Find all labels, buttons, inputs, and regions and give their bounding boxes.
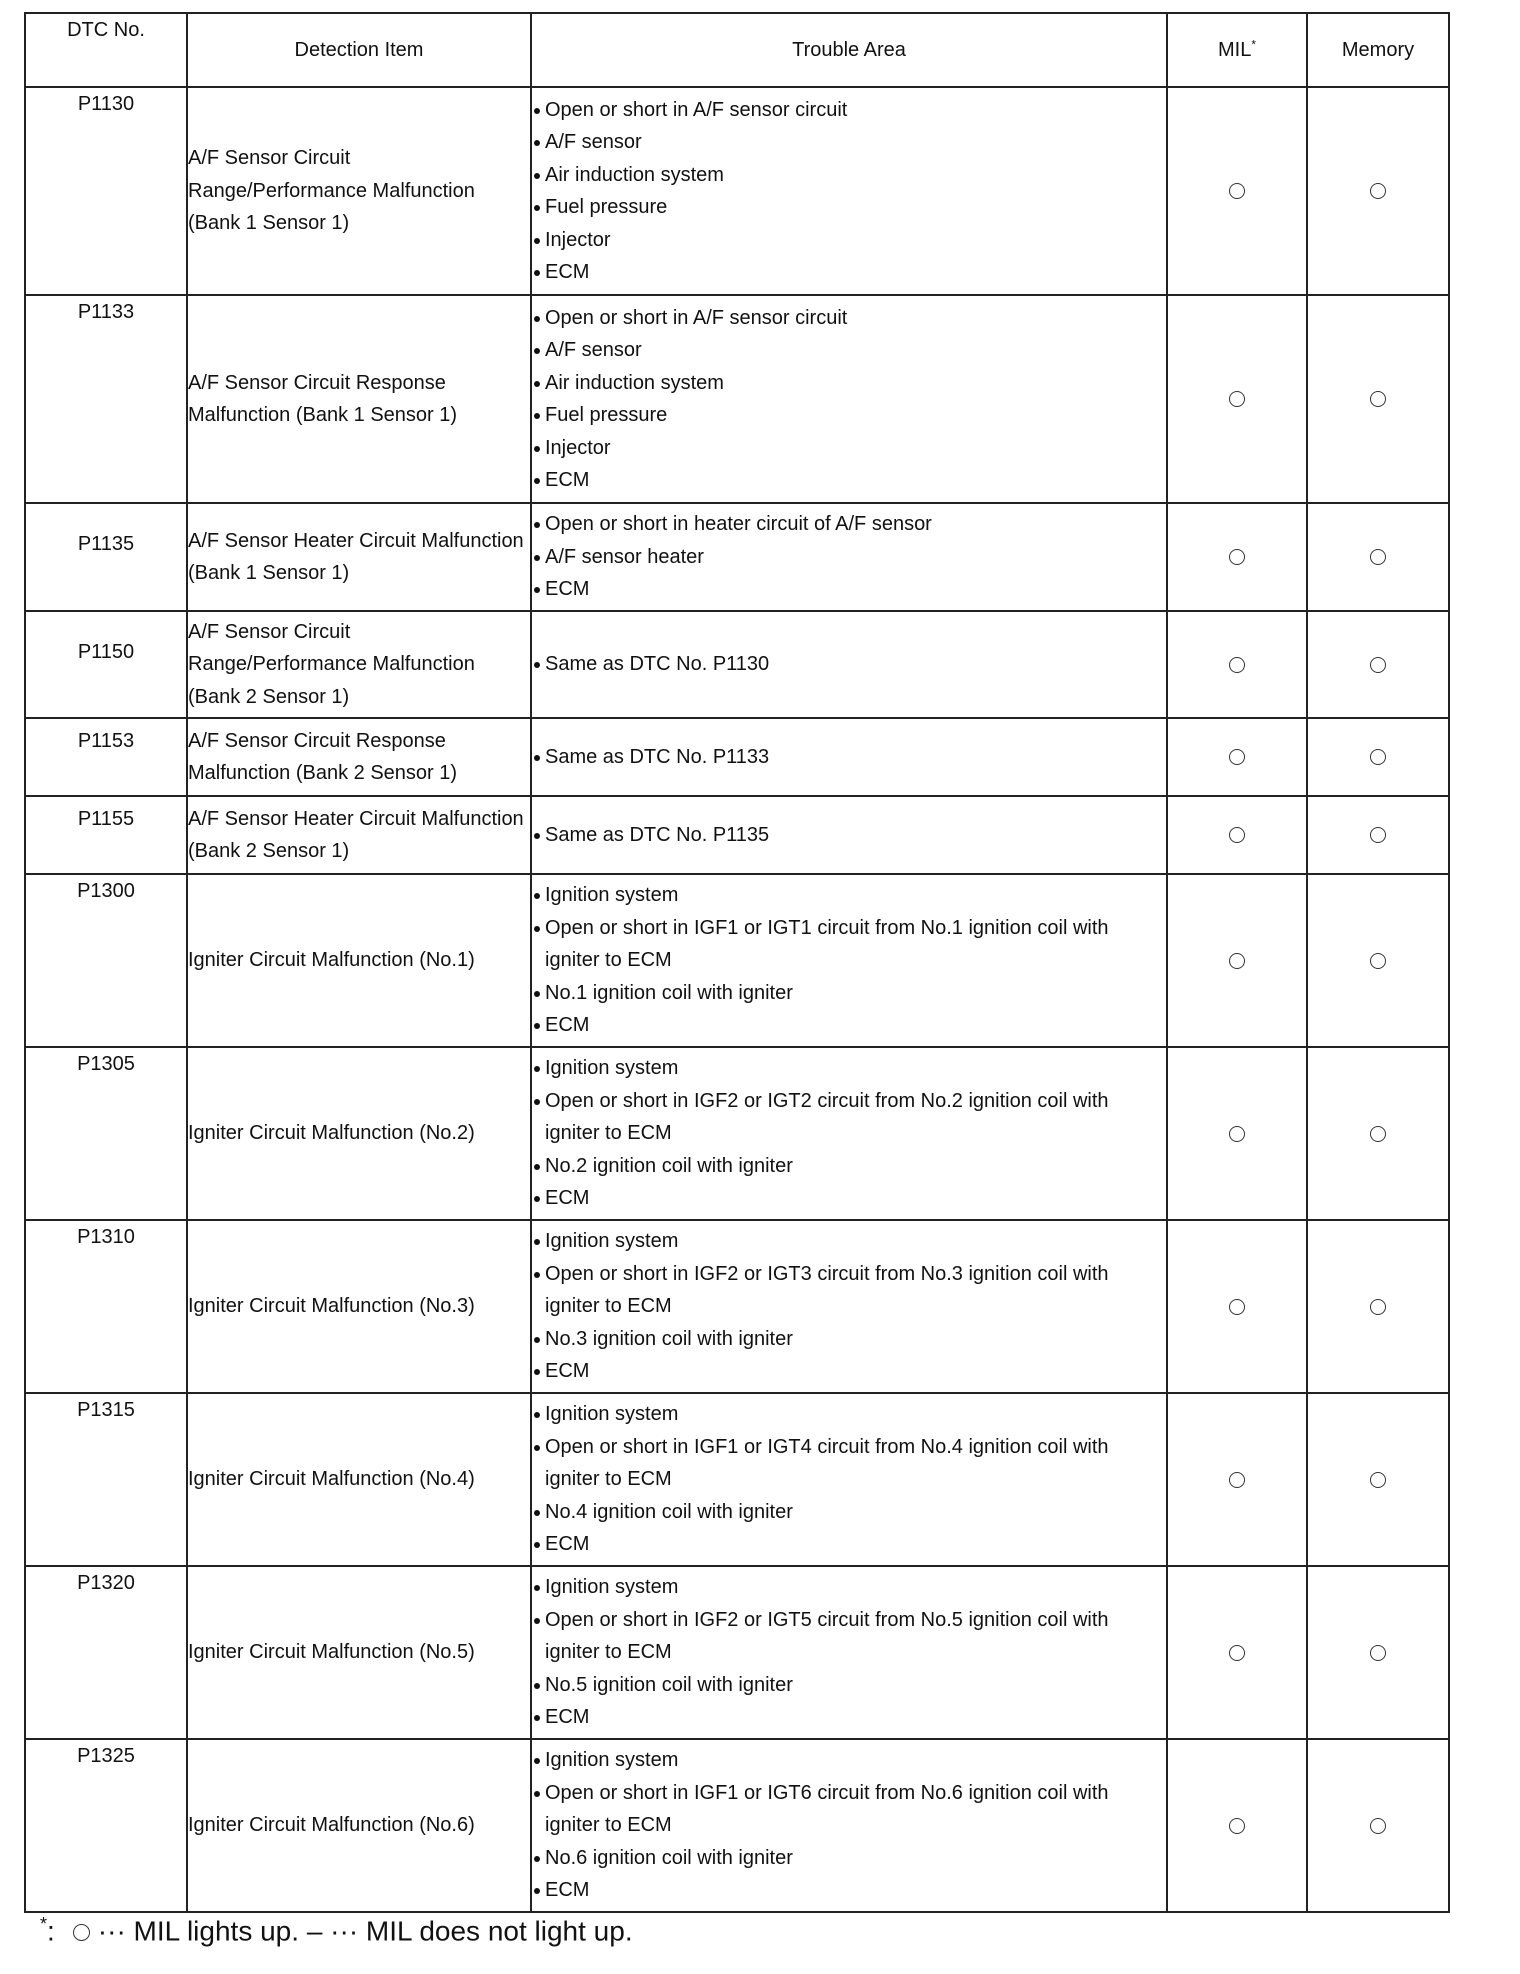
trouble-area	[531, 1220, 1167, 1393]
circle-icon	[1370, 549, 1386, 565]
trouble-area-item: Fuel pressure	[532, 399, 1166, 432]
circle-icon	[1229, 1126, 1245, 1142]
detection-item: Igniter Circuit Malfunction (No.4)	[187, 1393, 531, 1566]
trouble-area-item: Open or short in IGF1 or IGT4 circuit from No.4 ignition coil with igniter to ECM	[532, 1431, 1166, 1496]
trouble-area-item: Fuel pressure	[532, 191, 1166, 224]
dtc-code: P1300	[25, 874, 187, 1047]
table-row	[25, 503, 1449, 611]
trouble-area-item: No.2 ignition coil with igniter	[532, 1150, 1166, 1183]
memory-cell	[1307, 1220, 1449, 1393]
memory-cell	[1307, 718, 1449, 796]
header-memory: Memory	[1307, 13, 1449, 87]
trouble-area-item: ECM	[532, 1355, 1166, 1388]
circle-icon	[1370, 657, 1386, 673]
circle-icon	[1229, 1818, 1245, 1834]
memory-cell	[1307, 87, 1449, 295]
dtc-code: P1315	[25, 1393, 187, 1566]
trouble-area-item: Ignition system	[532, 1571, 1166, 1604]
memory-cell	[1307, 1393, 1449, 1566]
footnote-colon: :	[47, 1915, 55, 1947]
trouble-area-item: Open or short in A/F sensor circuit	[532, 302, 1166, 335]
detection-item: A/F Sensor Circuit Response Malfunction (Bank 2 Sensor 1)	[187, 718, 531, 796]
dtc-code: P1153	[25, 718, 187, 796]
dtc-code: P1133	[25, 295, 187, 503]
trouble-area-item: No.4 ignition coil with igniter	[532, 1496, 1166, 1529]
circle-icon	[1229, 657, 1245, 673]
detection-item: Igniter Circuit Malfunction (No.2)	[187, 1047, 531, 1220]
mil-cell	[1167, 503, 1307, 611]
mil-cell	[1167, 1566, 1307, 1739]
mil-cell	[1167, 1220, 1307, 1393]
trouble-area	[531, 1047, 1167, 1220]
table-row	[25, 874, 1449, 1047]
dtc-code: P1310	[25, 1220, 187, 1393]
detection-item: A/F Sensor Circuit Response Malfunction (Bank 1 Sensor 1)	[187, 295, 531, 503]
trouble-area	[531, 611, 1167, 718]
table-row	[25, 87, 1449, 295]
memory-cell	[1307, 1739, 1449, 1912]
trouble-area	[531, 874, 1167, 1047]
trouble-area-item: Same as DTC No. P1135	[532, 819, 1166, 852]
mil-cell	[1167, 874, 1307, 1047]
trouble-area-item: ECM	[532, 1182, 1166, 1215]
dtc-code: P1135	[25, 503, 187, 611]
dtc-code: P1325	[25, 1739, 187, 1912]
trouble-area-item: ECM	[532, 1528, 1166, 1561]
table-row	[25, 718, 1449, 796]
mil-cell	[1167, 87, 1307, 295]
trouble-area-item: Ignition system	[532, 1052, 1166, 1085]
footnote	[40, 1914, 633, 1947]
circle-icon	[1229, 549, 1245, 565]
footnote-asterisk: *	[40, 1914, 48, 1934]
circle-icon	[73, 1924, 90, 1941]
footnote-lights-up: ··· MIL lights up. –	[97, 1915, 323, 1947]
header-trouble-area: Trouble Area	[531, 13, 1167, 87]
circle-icon	[1370, 1299, 1386, 1315]
circle-icon	[1229, 183, 1245, 199]
detection-item: A/F Sensor Circuit Range/Performance Malfunction (Bank 1 Sensor 1)	[187, 87, 531, 295]
circle-icon	[1370, 749, 1386, 765]
table-row	[25, 1566, 1449, 1739]
trouble-area-item: Ignition system	[532, 879, 1166, 912]
circle-icon	[1370, 1645, 1386, 1661]
memory-cell	[1307, 796, 1449, 874]
circle-icon	[1370, 953, 1386, 969]
circle-icon	[1370, 827, 1386, 843]
trouble-area-item: Open or short in IGF2 or IGT3 circuit from No.3 ignition coil with igniter to ECM	[532, 1258, 1166, 1323]
detection-item: Igniter Circuit Malfunction (No.3)	[187, 1220, 531, 1393]
dtc-code: P1130	[25, 87, 187, 295]
detection-item: A/F Sensor Heater Circuit Malfunction (Bank 2 Sensor 1)	[187, 796, 531, 874]
trouble-area-item: ECM	[532, 1701, 1166, 1734]
memory-cell	[1307, 874, 1449, 1047]
circle-icon	[1229, 1299, 1245, 1315]
trouble-area-item: A/F sensor heater	[532, 541, 1166, 574]
trouble-area-item: A/F sensor	[532, 334, 1166, 367]
table-row	[25, 1047, 1449, 1220]
dtc-table	[24, 12, 1450, 1913]
table-row	[25, 1393, 1449, 1566]
circle-icon	[1370, 391, 1386, 407]
trouble-area-item: ECM	[532, 1009, 1166, 1042]
trouble-area-item: Open or short in A/F sensor circuit	[532, 94, 1166, 127]
trouble-area-item: A/F sensor	[532, 126, 1166, 159]
trouble-area-item: No.5 ignition coil with igniter	[532, 1669, 1166, 1702]
trouble-area	[531, 295, 1167, 503]
trouble-area-item: Same as DTC No. P1130	[532, 648, 1166, 681]
trouble-area-item: ECM	[532, 1874, 1166, 1907]
dtc-code: P1155	[25, 796, 187, 874]
header-detection-item: Detection Item	[187, 13, 531, 87]
table-row	[25, 295, 1449, 503]
trouble-area	[531, 796, 1167, 874]
detection-item: Igniter Circuit Malfunction (No.1)	[187, 874, 531, 1047]
circle-icon	[1229, 1472, 1245, 1488]
trouble-area	[531, 87, 1167, 295]
circle-icon	[1229, 827, 1245, 843]
mil-cell	[1167, 611, 1307, 718]
trouble-area-item: Injector	[532, 224, 1166, 257]
trouble-area-item: Open or short in IGF1 or IGT6 circuit from No.6 ignition coil with igniter to ECM	[532, 1777, 1166, 1842]
header-mil-asterisk: *	[1251, 37, 1256, 52]
trouble-area	[531, 503, 1167, 611]
memory-cell	[1307, 1047, 1449, 1220]
header-dtc-no: DTC No.	[25, 13, 187, 87]
circle-icon	[1229, 953, 1245, 969]
circle-icon	[1229, 391, 1245, 407]
trouble-area-item: Ignition system	[532, 1744, 1166, 1777]
circle-icon	[1370, 1818, 1386, 1834]
mil-cell	[1167, 796, 1307, 874]
detection-item: Igniter Circuit Malfunction (No.5)	[187, 1566, 531, 1739]
circle-icon	[1229, 1645, 1245, 1661]
circle-icon	[1229, 749, 1245, 765]
circle-icon	[1370, 1126, 1386, 1142]
mil-cell	[1167, 1739, 1307, 1912]
dtc-code: P1150	[25, 611, 187, 718]
detection-item: Igniter Circuit Malfunction (No.6)	[187, 1739, 531, 1912]
trouble-area-item: Air induction system	[532, 159, 1166, 192]
trouble-area	[531, 1393, 1167, 1566]
trouble-area-item: No.1 ignition coil with igniter	[532, 977, 1166, 1010]
circle-icon	[1370, 1472, 1386, 1488]
mil-cell	[1167, 718, 1307, 796]
dtc-code: P1320	[25, 1566, 187, 1739]
header-mil	[1167, 13, 1307, 87]
trouble-area-item: Air induction system	[532, 367, 1166, 400]
trouble-area-item: Open or short in IGF2 or IGT2 circuit from No.2 ignition coil with igniter to ECM	[532, 1085, 1166, 1150]
trouble-area	[531, 1739, 1167, 1912]
mil-cell	[1167, 1393, 1307, 1566]
detection-item: A/F Sensor Heater Circuit Malfunction (Bank 1 Sensor 1)	[187, 503, 531, 611]
trouble-area-item: No.3 ignition coil with igniter	[532, 1323, 1166, 1356]
table-row	[25, 1220, 1449, 1393]
table-row	[25, 611, 1449, 718]
trouble-area-item: Open or short in heater circuit of A/F sensor	[532, 508, 1166, 541]
trouble-area-item: ECM	[532, 464, 1166, 497]
table-row	[25, 796, 1449, 874]
trouble-area-item: Same as DTC No. P1133	[532, 741, 1166, 774]
header-mil-label: MIL	[1217, 38, 1252, 61]
trouble-area	[531, 1566, 1167, 1739]
dtc-code: P1305	[25, 1047, 187, 1220]
trouble-area-item: No.6 ignition coil with igniter	[532, 1842, 1166, 1875]
trouble-area-item: Ignition system	[532, 1398, 1166, 1431]
trouble-area-item: Injector	[532, 432, 1166, 465]
trouble-area-item: ECM	[532, 256, 1166, 289]
memory-cell	[1307, 1566, 1449, 1739]
memory-cell	[1307, 611, 1449, 718]
mil-cell	[1167, 295, 1307, 503]
table-row	[25, 1739, 1449, 1912]
trouble-area-item: Ignition system	[532, 1225, 1166, 1258]
memory-cell	[1307, 295, 1449, 503]
footnote-not-light: ··· MIL does not light up.	[330, 1915, 633, 1947]
trouble-area-item: Open or short in IGF1 or IGT1 circuit from No.1 ignition coil with igniter to ECM	[532, 912, 1166, 977]
trouble-area-item: Open or short in IGF2 or IGT5 circuit from No.5 ignition coil with igniter to ECM	[532, 1604, 1166, 1669]
circle-icon	[1370, 183, 1386, 199]
detection-item: A/F Sensor Circuit Range/Performance Malfunction (Bank 2 Sensor 1)	[187, 611, 531, 718]
mil-cell	[1167, 1047, 1307, 1220]
trouble-area	[531, 718, 1167, 796]
memory-cell	[1307, 503, 1449, 611]
trouble-area-item: ECM	[532, 573, 1166, 606]
